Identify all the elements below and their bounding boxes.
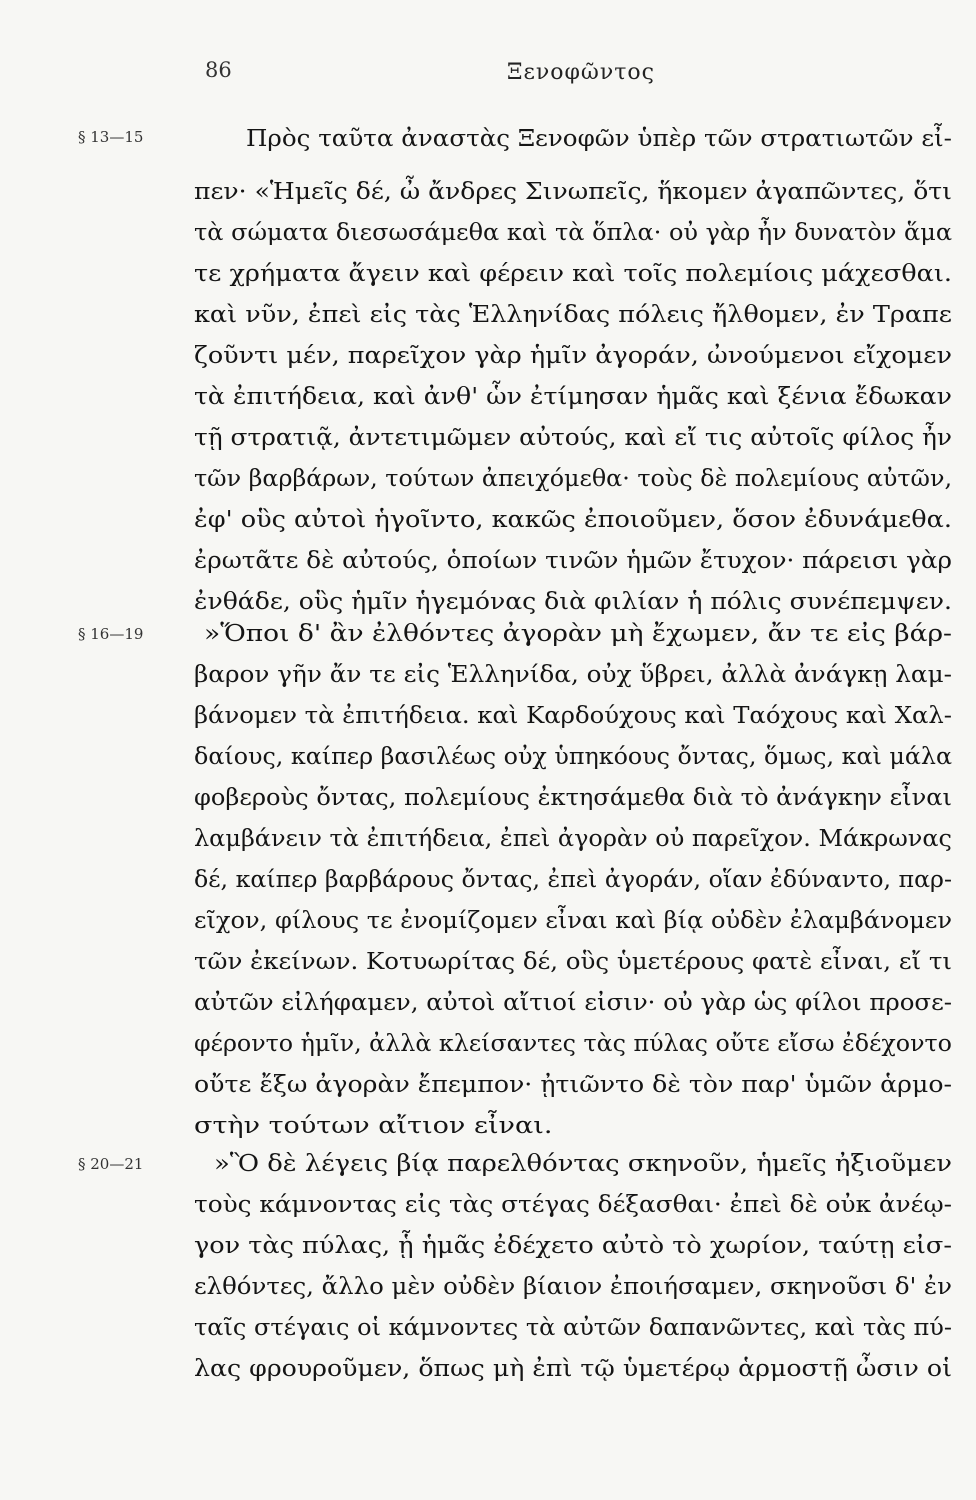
- text-line: δαίους, καίπερ βασιλέως οὐχ ὑπηκόους ὄντας, ὅμως, καὶ μάλα: [194, 742, 953, 770]
- text-line: φέροντο ἡμῖν, ἀλλὰ κλείσαντες τὰς πύλας οὔτε εἴσω ἐδέχοντο: [194, 1029, 952, 1057]
- text-line: ζοῦντι μέν, παρεῖχον γὰρ ἡμῖν ἀγοράν, ὠνούμενοι εἴχομεν: [194, 341, 952, 369]
- text-line: πεν· «Ἡμεῖς δέ, ὦ ἄνδρες Σινωπεῖς, ἥκομεν ἀγαπῶντες, ὅτι: [194, 177, 952, 205]
- text-line: τῶν βαρβάρων, τούτων ἀπειχόμεθα· τοὺς δὲ πολεμίους αὐτῶν,: [194, 464, 953, 492]
- text-line: αὐτῶν εἰλήφαμεν, αὐτοὶ αἴτιοί εἰσιν· οὐ γὰρ ὡς φίλοι προσε-: [194, 988, 953, 1016]
- text-line: λαμβάνειν τὰ ἐπιτήδεια, ἐπεὶ ἀγορὰν οὐ παρεῖχον. Μάκρωνας: [194, 824, 952, 852]
- text-line: βάνομεν τὰ ἐπιτήδεια. καὶ Καρδούχους καὶ Ταόχους καὶ Χαλ-: [194, 701, 952, 729]
- text-line: ἐνθάδε, οὓς ἡμῖν ἡγεμόνας διὰ φιλίαν ἡ πόλις συνέπεμψεν.: [194, 587, 952, 615]
- text-line: τοὺς κάμνοντας εἰς τὰς στέγας δέξασθαι· ἐπεὶ δὲ οὐκ ἀνέῳ-: [194, 1190, 953, 1218]
- text-line: δέ, καίπερ βαρβάρους ὄντας, ἐπεὶ ἀγοράν, οἵαν ἐδύναντο, παρ-: [194, 865, 952, 893]
- text-line: τῇ στρατιᾷ, ἀντετιμῶμεν αὐτούς, καὶ εἴ τις αὐτοῖς φίλος ἦν: [194, 423, 952, 451]
- text-line: λας φρουροῦμεν, ὅπως μὴ ἐπὶ τῷ ὑμετέρῳ ἁρμοστῇ ὦσιν οἱ: [194, 1354, 952, 1382]
- section-marker: § 20—21: [78, 1155, 144, 1173]
- text-line: ἐρωτᾶτε δὲ αὐτούς, ὁποίων τινῶν ἡμῶν ἔτυχον· πάρεισι γὰρ: [194, 546, 953, 574]
- text-line: τὰ σώματα διεσωσάμεθα καὶ τὰ ὅπλα· οὐ γὰρ ἦν δυνατὸν ἅμα: [194, 218, 953, 246]
- running-title: Ξενοφῶντος: [507, 60, 655, 85]
- text-line: »Ὅποι δ' ἂν ἐλθόντες ἀγορὰν μὴ ἔχωμεν, ἄν τε εἰς βάρ-: [204, 619, 953, 647]
- section-marker: § 16—19: [78, 625, 144, 643]
- page-number: 86: [205, 58, 232, 82]
- text-line: ταῖς στέγαις οἱ κάμνοντες τὰ αὐτῶν δαπανῶντες, καὶ τὰς πύ-: [194, 1313, 953, 1341]
- text-line: στὴν τούτων αἴτιον εἶναι.: [194, 1111, 553, 1139]
- text-line: ελθόντες, ἄλλο μὲν οὐδὲν βίαιον ἐποιήσαμεν, σκηνοῦσι δ' ἐν: [194, 1272, 952, 1300]
- text-line: βαρον γῆν ἄν τε εἰς Ἑλληνίδα, οὐχ ὕβρει, ἀλλὰ ἀνάγκῃ λαμ-: [194, 660, 953, 688]
- text-line: εῖχον, φίλους τε ἐνομίζομεν εἶναι καὶ βίᾳ οὐδὲν ἐλαμβάνομεν: [194, 906, 953, 934]
- text-line: καὶ νῦν, ἐπεὶ εἰς τὰς Ἑλληνίδας πόλεις ἤλθομεν, ἐν Τραπε: [194, 300, 952, 328]
- text-line: γον τὰς πύλας, ᾗ ἡμᾶς ἐδέχετο αὐτὸ τὸ χωρίον, ταύτῃ εἰσ-: [194, 1231, 952, 1259]
- page-header: [205, 52, 805, 92]
- text-line: ἐφ' οὓς αὐτοὶ ἡγοῖντο, κακῶς ἐποιοῦμεν, ὅσον ἐδυνάμεθα.: [194, 505, 952, 533]
- text-line: οὔτε ἔξω ἀγορὰν ἔπεμπον· ᾐτιῶντο δὲ τὸν παρ' ὑμῶν ἁρμο-: [194, 1070, 953, 1098]
- text-line: τὰ ἐπιτήδεια, καὶ ἀνθ' ὧν ἐτίμησαν ἡμᾶς καὶ ξένια ἔδωκαν: [194, 382, 953, 410]
- text-line: τῶν ἐκείνων. Κοτυωρίτας δέ, οὓς ὑμετέρους φατὲ εἶναι, εἴ τι: [194, 947, 952, 975]
- section-marker: § 13—15: [78, 128, 144, 146]
- text-line: φοβεροὺς ὄντας, πολεμίους ἐκτησάμεθα διὰ τὸ ἀνάγκην εἶναι: [194, 783, 952, 811]
- text-line: Πρὸς ταῦτα ἀναστὰς Ξενοφῶν ὑπὲρ τῶν στρατιωτῶν εἶ-: [246, 124, 952, 152]
- text-line: »Ὃ δὲ λέγεις βίᾳ παρελθόντας σκηνοῦν, ἡμεῖς ἠξιοῦμεν: [214, 1149, 953, 1177]
- text-line: τε χρήματα ἄγειν καὶ φέρειν καὶ τοῖς πολεμίοις μάχεσθαι.: [194, 259, 952, 287]
